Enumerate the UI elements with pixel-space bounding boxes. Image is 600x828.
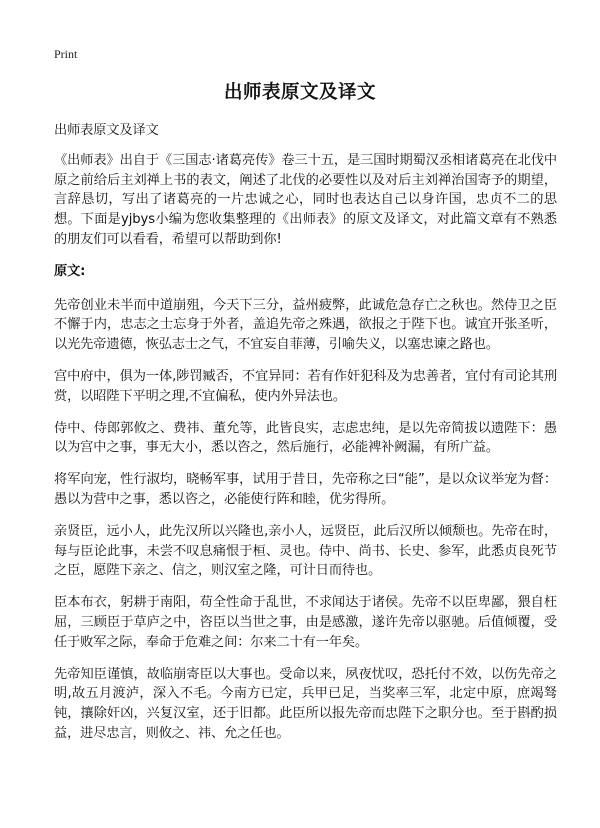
section-heading: 原文: <box>54 263 86 279</box>
text-paragraph: 臣本布衣，躬耕于南阳，苟全性命于乱世，不求闻达于诸侯。先帝不以臣卑鄙，猥自枉屈，三顾臣于草庐之中，咨臣以当世之事，由是感激，遂许先帝以驱驰。后值倾覆，受任于败军之际，奉命于危难之间：尔来二十有一年矣。 <box>54 595 557 650</box>
page-title: 出师表原文及译文 <box>223 82 376 103</box>
text-paragraph: 侍中、侍郎郭攸之、费祎、董允等，此皆良实，志虑忠纯，是以先帝简拔以遗陛下：愚以为宫中之事，事无大小，悉以咨之，然后施行，必能裨补阙漏，有所广益。 <box>54 420 557 456</box>
intro-paragraph: 《出师表》出自于《三国志·诸葛亮传》卷三十五，是三国时期蜀汉丞相诸葛亮在北伐中原之前给后主刘禅上书的表文，阐述了北伐的必要性以及对后主刘禅治国寄予的期望，言辞恳切，写出了诸葛亮的一片忠诚之心，同时也表达自己以身许国，忠贞不二的思想。下面是yjbys小编为您收集整理的《出师表》的原文及译文，对此篇文章有不熟悉的朋友们可以看看，希望可以帮助到你! <box>54 152 557 247</box>
text-paragraph: 宫中府中，俱为一体,陟罚臧否，不宜异同：若有作奸犯科及为忠善者，宜付有司论其刑赏，以昭陛下平明之理,不宜偏私，使内外异法也。 <box>54 368 557 404</box>
text-paragraph: 亲贤臣，远小人，此先汉所以兴隆也,亲小人，远贤臣，此后汉所以倾颓也。先帝在时，每与臣论此事，未尝不叹息痛恨于桓、灵也。侍中、尚书、长史、参军，此悉贞良死节之臣，愿陛下亲之、信之，则汉室之隆，可计日而待也。 <box>54 523 557 579</box>
text-paragraph: 将军向宠，性行淑均，晓畅军事，试用于昔日，先帝称之曰“能”，是以众议举宠为督：愚以为营中之事，悉以咨之，必能使行阵和睦，优劣得所。 <box>54 472 557 507</box>
article-subtitle: 出师表原文及译文 <box>54 123 159 138</box>
article-body <box>54 121 557 756</box>
text-paragraph: 先帝创业未半而中道崩殂，今天下三分，益州疲弊，此诚危急存亡之秋也。然侍卫之臣不懈于内，忠志之士忘身于外者，盖追先帝之殊遇，欲报之于陛下也。诚宜开张圣听，以光先帝遗德，恢弘志士之气，不宜妄自菲薄，引喻失义，以塞忠谏之路也。 <box>54 297 557 353</box>
text-paragraph: 先帝知臣谨慎，故临崩寄臣以大事也。受命以来，夙夜忧叹，恐托付不效，以伤先帝之明,故五月渡泸，深入不毛。今南方已定，兵甲已足，当奖率三军，北定中原，庶竭驽钝，攘除奸凶，兴复汉室，还于旧都。此臣所以报先帝而忠陛下之职分也。至于斟酌损益，进尽忠言，则攸之、祎、允之任也。 <box>54 666 557 741</box>
print-link[interactable]: Print <box>54 47 78 61</box>
